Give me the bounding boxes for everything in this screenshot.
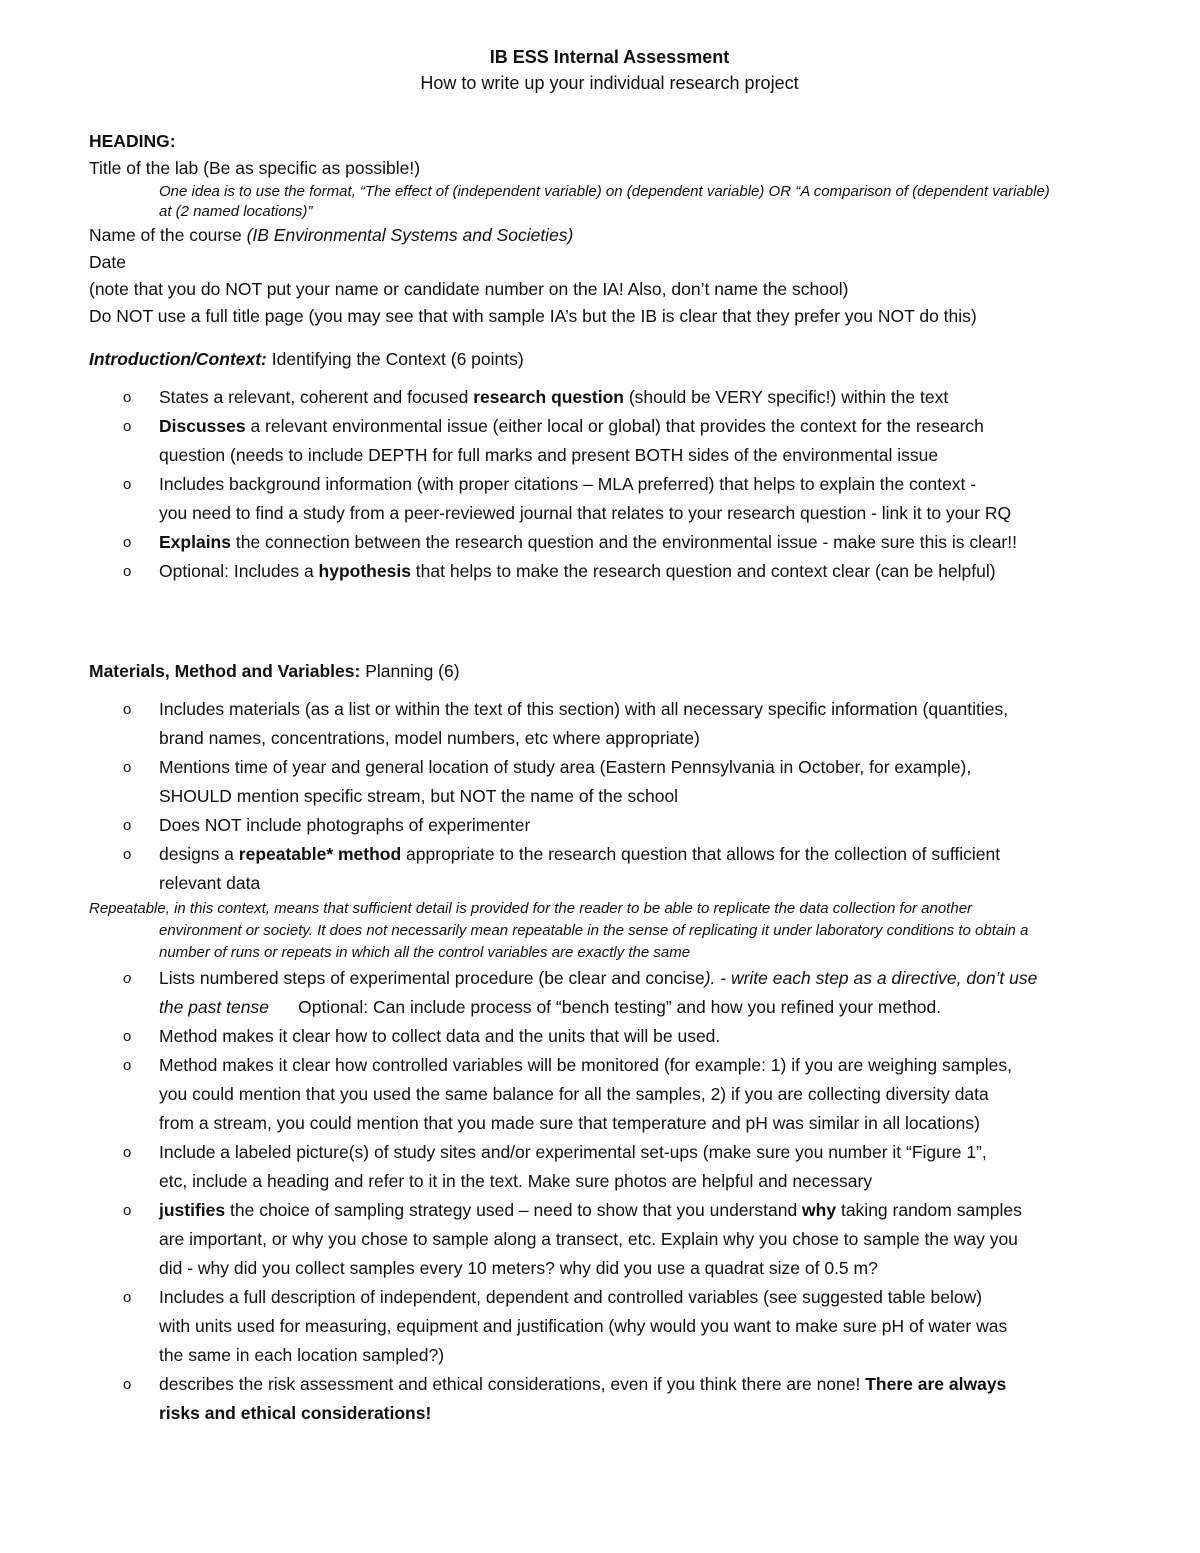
- materials-b7-line3: from a stream, you could mention that you made sure that temperature and pH was similar in all locations): [159, 1113, 980, 1133]
- bullet-marker: o: [123, 701, 132, 718]
- bullet-marker: o: [123, 389, 132, 406]
- materials-heading-rest: Planning (6): [360, 661, 460, 681]
- materials-b1-line2: brand names, concentrations, model numbers, etc where appropriate): [159, 728, 700, 748]
- list-item: [89, 840, 1130, 898]
- intro-b2-bold: Discusses: [159, 416, 246, 436]
- document-title: IB ESS Internal Assessment: [489, 47, 730, 67]
- intro-bullet-list: [89, 383, 1130, 586]
- materials-b1-line1: Includes materials (as a list or within the text of this section) with all necessary specific information (quantities,: [159, 699, 1009, 719]
- materials-b10-line2: with units used for measuring, equipment and justification (why would you want to make sure pH of water was: [159, 1316, 1008, 1336]
- list-item: [89, 470, 1130, 528]
- bullet-marker: o: [123, 1202, 132, 1219]
- heading-title-line: Title of the lab (Be as specific as possible!): [89, 158, 421, 178]
- bullet-marker: o: [123, 418, 132, 435]
- intro-b5-post: that helps to make the research question and context clear (can be helpful): [410, 561, 996, 581]
- intro-b1-text: States a relevant, coherent and focused: [159, 387, 474, 407]
- bullet-marker: o: [123, 970, 132, 987]
- intro-b1-bold: research question: [473, 387, 624, 407]
- list-item: [89, 383, 1130, 412]
- materials-b4-pre: designs a: [159, 844, 239, 864]
- bullet-marker: o: [123, 1289, 132, 1306]
- materials-bullet-list-2: [89, 964, 1130, 1428]
- materials-b9-bold: justifies: [159, 1200, 226, 1220]
- heading-format-note-1: One idea is to use the format, “The effect of (independent variable) on (dependent variable) OR “A comparison of (dependent variable): [159, 183, 1050, 200]
- intro-b3-line2: you need to find a study from a peer-reviewed journal that relates to your research question - link it to your RQ: [159, 503, 1012, 523]
- intro-b1-post: (should be VERY specific!) within the text: [623, 387, 949, 407]
- list-item: [89, 528, 1130, 557]
- heading-format-note-2: at (2 named locations)”: [159, 203, 313, 220]
- materials-b9-post: taking random samples: [836, 1200, 1022, 1220]
- heading-section: [89, 128, 1130, 330]
- bullet-marker: o: [123, 476, 132, 493]
- materials-b7-line2: you could mention that you used the same balance for all the samples, 2) if you are collecting diversity data: [159, 1084, 989, 1104]
- materials-b11-bold: There are always: [865, 1374, 1007, 1394]
- bullet-marker: o: [123, 1376, 132, 1393]
- materials-b9-line2: are important, or why you chose to sample along a transect, etc. Explain why you chose to sample the way you: [159, 1229, 1018, 1249]
- materials-b6-text: Method makes it clear how to collect data and the units that will be used.: [159, 1026, 721, 1046]
- materials-b9-line3: did - why did you collect samples every 10 meters? why did you use a quadrat size of 0.5 m?: [159, 1258, 878, 1278]
- heading-date: Date: [89, 252, 126, 272]
- materials-b11-pre: describes the risk assessment and ethical considerations, even if you think there are none!: [159, 1374, 866, 1394]
- materials-b2-line2: SHOULD mention specific stream, but NOT the name of the school: [159, 786, 679, 806]
- bullet-marker: o: [123, 817, 132, 834]
- materials-b4-line2: relevant data: [159, 873, 261, 893]
- materials-b8-line2: etc, include a heading and refer to it in the text. Make sure photos are helpful and necessary: [159, 1171, 873, 1191]
- list-item: [89, 412, 1130, 470]
- materials-b5-pre: Lists numbered steps of experimental procedure (be clear and concise: [159, 968, 705, 988]
- materials-heading-bold: Materials, Method and Variables:: [89, 661, 361, 681]
- materials-b10-line3: the same in each location sampled?): [159, 1345, 445, 1365]
- materials-b10-line1: Includes a full description of independent, dependent and controlled variables (see suggested table below): [159, 1287, 983, 1307]
- document-subtitle: How to write up your individual research project: [420, 73, 799, 93]
- bullet-marker: o: [123, 846, 132, 863]
- intro-b2-line2: question (needs to include DEPTH for full marks and present BOTH sides of the environmental issue: [159, 445, 939, 465]
- intro-b5-pre: Optional: Includes a: [159, 561, 319, 581]
- repeat-note-line3: number of runs or repeats in which all the control variables are exactly the same: [159, 944, 691, 961]
- section-spacer: [89, 586, 1130, 658]
- bullet-marker: o: [123, 534, 132, 551]
- materials-bullet-list: [89, 695, 1130, 898]
- materials-b5-post: Optional: Can include process of “bench testing” and how you refined your method.: [268, 997, 942, 1017]
- bullet-marker: o: [123, 1028, 132, 1045]
- heading-label: HEADING:: [89, 131, 176, 151]
- intro-heading-rest: Identifying the Context (6 points): [266, 349, 524, 369]
- intro-b3-line1: Includes background information (with proper citations – MLA preferred) that helps to explain the context -: [159, 474, 977, 494]
- list-item: [89, 695, 1130, 753]
- materials-b4-post: appropriate to the research question that allows for the collection of sufficient: [401, 844, 1001, 864]
- heading-course-line: [89, 222, 1130, 249]
- intro-heading: [89, 346, 1130, 373]
- materials-b4-bold: repeatable* method: [238, 844, 402, 864]
- repeat-note-line2: environment or society. It does not necessarily mean repeatable in the sense of replicating it under laboratory conditions to obtain a: [159, 922, 1029, 939]
- heading-name-note: (note that you do NOT put your name or candidate number on the IA! Also, don’t name the school): [89, 279, 849, 299]
- course-prefix: Name of the course: [89, 225, 247, 245]
- list-item: [89, 811, 1130, 840]
- intro-b4-post: the connection between the research question and the environmental issue - make sure this is clear!!: [230, 532, 1017, 552]
- intro-b4-bold: Explains: [159, 532, 231, 552]
- materials-b5-italic1: ). - write each step as a directive, don’t use: [704, 968, 1038, 988]
- materials-heading: [89, 658, 1130, 685]
- list-item: [89, 1051, 1130, 1138]
- list-item: [89, 1283, 1130, 1370]
- materials-b8-line1: Include a labeled picture(s) of study sites and/or experimental set-ups (make sure you number it “Figure 1”,: [159, 1142, 987, 1162]
- bullet-marker: o: [123, 759, 132, 776]
- repeatable-definition-note: [89, 898, 1130, 964]
- materials-b9-bold2: why: [802, 1200, 837, 1220]
- bullet-marker: o: [123, 1144, 132, 1161]
- list-item: [89, 1022, 1130, 1051]
- materials-b5-italic2: the past tense: [159, 997, 269, 1017]
- heading-title-page-note: Do NOT use a full title page (you may see that with sample IA’s but the IB is clear that they prefer you NOT do this): [89, 306, 977, 326]
- bullet-marker: o: [123, 563, 132, 580]
- list-item: [89, 964, 1130, 1022]
- materials-b3-text: Does NOT include photographs of experimenter: [159, 815, 531, 835]
- intro-b5-bold: hypothesis: [318, 561, 411, 581]
- list-item: [89, 1138, 1130, 1196]
- list-item: [89, 1196, 1130, 1283]
- list-item: [89, 557, 1130, 586]
- materials-b11-bold-line2: risks and ethical considerations!: [159, 1403, 432, 1423]
- repeat-note-line1: Repeatable, in this context, means that sufficient detail is provided for the reader to be able to replicate the data collection for another: [89, 900, 973, 917]
- list-item: [89, 1370, 1130, 1428]
- materials-b9-mid: the choice of sampling strategy used – need to show that you understand: [225, 1200, 803, 1220]
- materials-b7-line1: Method makes it clear how controlled variables will be monitored (for example: 1) if you are weighing samples,: [159, 1055, 1013, 1075]
- bullet-marker: o: [123, 1057, 132, 1074]
- list-item: [89, 753, 1130, 811]
- intro-heading-bold: Introduction/Context:: [89, 349, 267, 369]
- course-name: (IB Environmental Systems and Societies): [246, 225, 574, 245]
- intro-b2-line1: a relevant environmental issue (either local or global) that provides the context for the research: [245, 416, 984, 436]
- materials-b2-line1: Mentions time of year and general location of study area (Eastern Pennsylvania in October, for example),: [159, 757, 972, 777]
